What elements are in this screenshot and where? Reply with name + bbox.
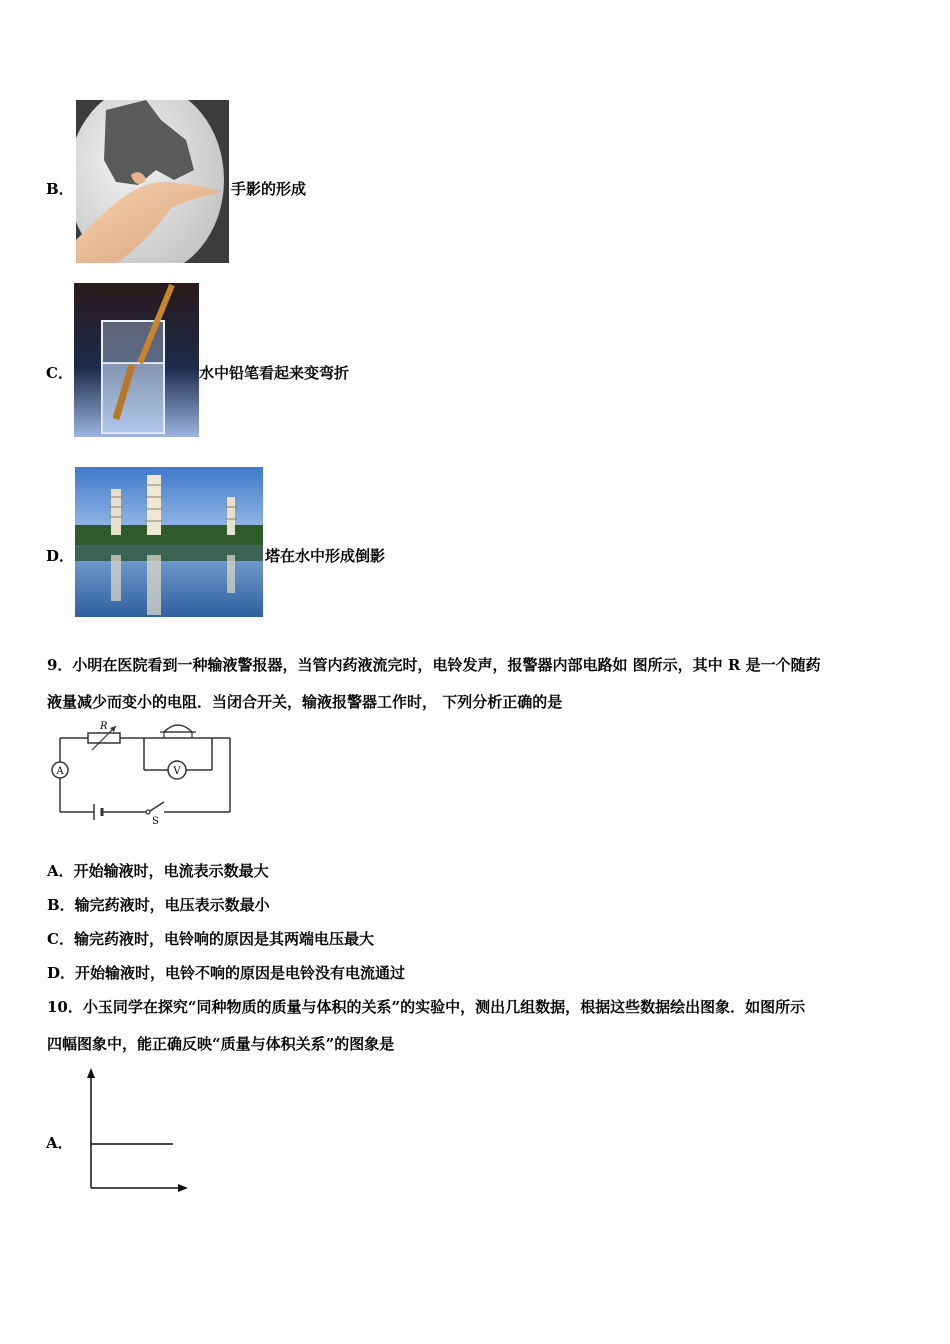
question-9-choice-b: B．输完药液时，电压表示数最小 bbox=[47, 896, 270, 914]
question-9-choice-d: D．开始输液时，电铃不响的原因是电铃没有电流通过 bbox=[47, 964, 406, 982]
option-d-letter: D． bbox=[46, 547, 75, 565]
question-9-choice-a: A．开始输液时，电流表示数最大 bbox=[47, 862, 269, 880]
question-10-option-a-letter: A． bbox=[46, 1134, 73, 1152]
question-9-line-2: 液量减少而变小的电阻．当闭合开关，输液报警器工作时， 下列分析正确的是 bbox=[47, 693, 563, 711]
switch-label: S bbox=[152, 816, 159, 825]
mass-volume-graph-a bbox=[82, 1066, 192, 1196]
option-c-caption: 水中铅笔看起来变弯折 bbox=[199, 364, 350, 382]
resistor-label: R bbox=[100, 721, 108, 732]
option-b-letter: B． bbox=[46, 180, 74, 198]
switch-symbol bbox=[146, 802, 164, 814]
bell-symbol bbox=[160, 725, 196, 738]
option-d-caption: 塔在水中形成倒影 bbox=[265, 547, 386, 565]
x-axis-arrow-icon bbox=[178, 1184, 188, 1192]
battery-symbol bbox=[94, 804, 102, 820]
pencil-in-water-image bbox=[74, 283, 199, 437]
ammeter-label: A bbox=[56, 766, 64, 777]
option-c-letter: C． bbox=[46, 364, 73, 382]
question-9-line-1: 9．小明在医院看到一种输液警报器，当管内药液流完时，电铃发声，报警器内部电路如 图所示，其中 R 是一个随药 bbox=[47, 656, 821, 674]
option-b-caption: 手影的形成 bbox=[231, 180, 307, 198]
question-10-line-2: 四幅图象中，能正确反映“质量与体积关系”的图象是 bbox=[47, 1035, 395, 1053]
question-9-choice-c: C．输完药液时，电铃响的原因是其两端电压最大 bbox=[47, 930, 374, 948]
pagoda-reflection-image bbox=[75, 467, 263, 617]
question-10-line-1: 10．小玉同学在探究“同种物质的质量与体积的关系”的实验中，测出几组数据，根据这些数据绘出图象．如图所示 bbox=[47, 998, 806, 1016]
hand-shadow-image bbox=[76, 100, 229, 263]
voltmeter-label: V bbox=[173, 766, 181, 777]
alarm-circuit-diagram bbox=[40, 720, 240, 825]
y-axis-arrow-icon bbox=[87, 1068, 95, 1078]
